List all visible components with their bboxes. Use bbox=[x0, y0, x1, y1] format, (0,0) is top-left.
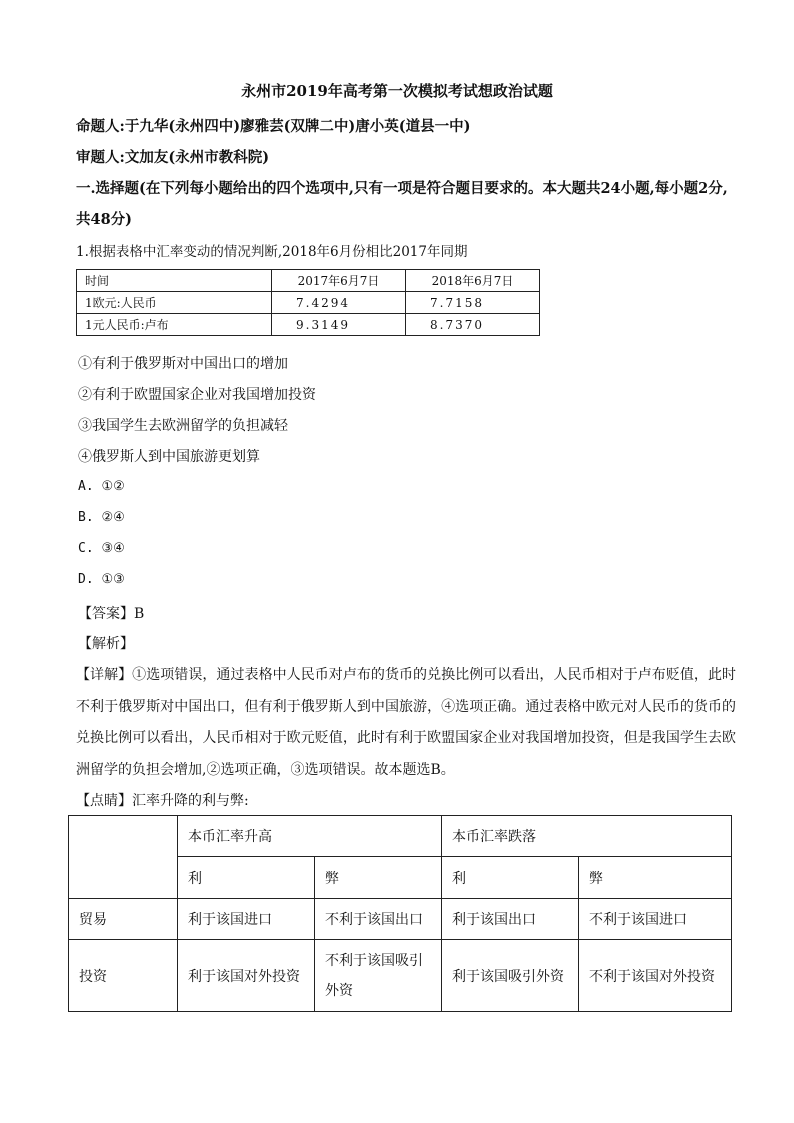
sub-header-cell: 利 bbox=[178, 857, 315, 899]
table-cell: 7.7158 bbox=[406, 292, 540, 314]
table-row bbox=[77, 270, 540, 292]
table-cell: 7.4294 bbox=[272, 292, 406, 314]
sub-header-cell: 利 bbox=[442, 857, 579, 899]
row-label-cell: 投资 bbox=[69, 940, 178, 1012]
group-header-cell: 本币汇率跌落 bbox=[442, 816, 732, 857]
analysis-label: 【解析】 bbox=[78, 636, 134, 652]
reviewer-line: 审题人:文加友(永州市教科院) bbox=[76, 149, 270, 166]
exchange-rate-table bbox=[76, 269, 540, 336]
table-cell: 不利于该国对外投资 bbox=[579, 940, 732, 1012]
table-cell: 不利于该国出口 bbox=[315, 899, 442, 940]
choice-c: C. ③④ bbox=[78, 541, 125, 556]
choice-d: D. ①③ bbox=[78, 572, 125, 587]
table-row bbox=[77, 292, 540, 314]
statement-1: ①有利于俄罗斯对中国出口的增加 bbox=[78, 356, 288, 372]
group-header-cell: 本币汇率升高 bbox=[178, 816, 442, 857]
table-row bbox=[77, 314, 540, 336]
table-row bbox=[69, 816, 732, 857]
table-cell: 8.7370 bbox=[406, 314, 540, 336]
table-header-cell: 2017年6月7日 bbox=[272, 270, 406, 292]
choice-a: A. ①② bbox=[78, 479, 125, 494]
statement-3: ③我国学生去欧洲留学的负担减轻 bbox=[78, 418, 288, 434]
statement-2: ②有利于欧盟国家企业对我国增加投资 bbox=[78, 387, 316, 403]
row-label-cell: 贸易 bbox=[69, 899, 178, 940]
section-heading-line2: 共48分) bbox=[76, 211, 133, 228]
table-corner-cell bbox=[69, 816, 178, 899]
authors-line: 命题人:于九华(永州四中)廖雅芸(双牌二中)唐小英(道县一中) bbox=[76, 118, 471, 135]
table-header-cell: 时间 bbox=[77, 270, 272, 292]
sub-header-cell: 弊 bbox=[315, 857, 442, 899]
answer-line: 【答案】B bbox=[78, 606, 145, 622]
question-stem: 1.根据表格中汇率变动的情况判断,2018年6月份相比2017年同期 bbox=[76, 244, 468, 260]
table-cell: 不利于该国进口 bbox=[579, 899, 732, 940]
table-cell: 1元人民币:卢布 bbox=[77, 314, 272, 336]
table-cell: 不利于该国吸引外资 bbox=[315, 940, 442, 1012]
comparison-table bbox=[68, 815, 732, 1012]
table-header-cell: 2018年6月7日 bbox=[406, 270, 540, 292]
table-row bbox=[69, 940, 732, 1012]
detail-paragraph: 【详解】①选项错误，通过表格中人民币对卢布的货币的兑换比例可以看出，人民币相对于卢布贬值，此时不利于俄罗斯对中国出口，但有利于俄罗斯人到中国旅游，④选项正确。通过表格中欧元对人民币的货币的兑换比例可以看出，人民币相对于欧元贬值，此时有利于欧盟国家企业对我国增加投资，但是我国学生去欧洲留学的负担会增加,②选项正确，③选项错误。故本题选B。 bbox=[76, 667, 736, 778]
choice-b: B. ②④ bbox=[78, 510, 125, 525]
section-heading-line1: 一.选择题(在下列每小题给出的四个选项中,只有一项是符合题目要求的。本大题共24小题,每小题2分, bbox=[76, 180, 728, 197]
tip-line: 【点睛】汇率升降的利与弊: bbox=[76, 793, 249, 809]
table-cell: 9.3149 bbox=[272, 314, 406, 336]
table-cell: 利于该国进口 bbox=[178, 899, 315, 940]
statement-4: ④俄罗斯人到中国旅游更划算 bbox=[78, 449, 260, 465]
table-cell: 利于该国吸引外资 bbox=[442, 940, 579, 1012]
table-cell: 1欧元:人民币 bbox=[77, 292, 272, 314]
table-cell: 利于该国对外投资 bbox=[178, 940, 315, 1012]
table-cell: 利于该国出口 bbox=[442, 899, 579, 940]
page-title: 永州市2019年高考第一次模拟考试想政治试题 bbox=[241, 82, 553, 100]
table-row bbox=[69, 899, 732, 940]
sub-header-cell: 弊 bbox=[579, 857, 732, 899]
